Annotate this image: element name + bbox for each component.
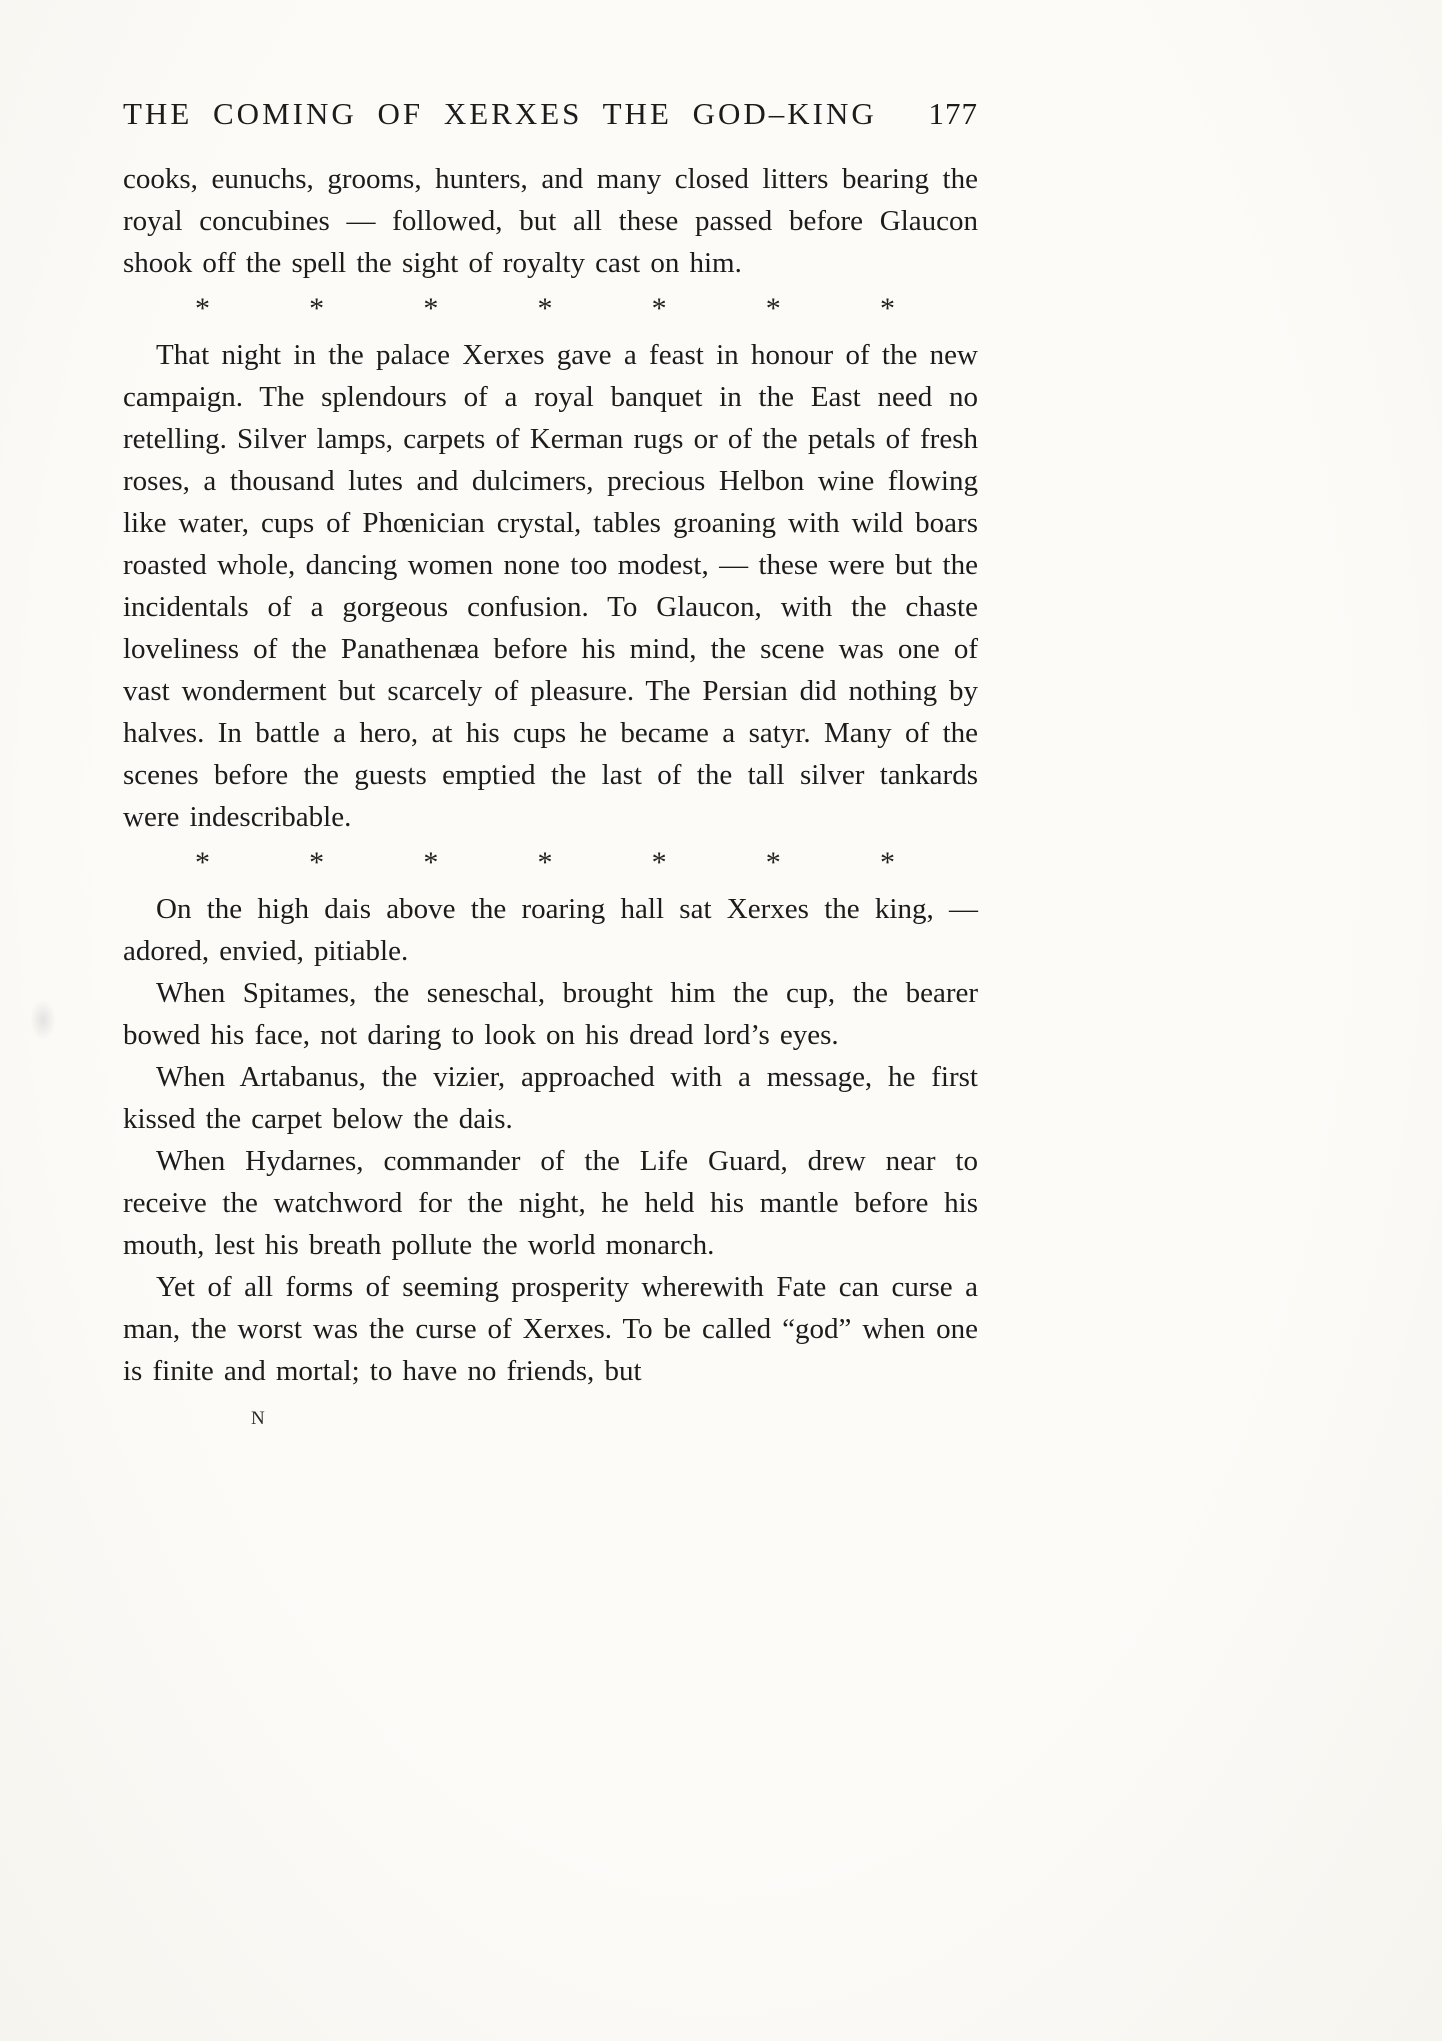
asterisk: * (765, 846, 781, 879)
body-paragraph: When Artabanus, the vizier, approached with a message, he first kissed the carpet below the dais. (123, 1061, 978, 1135)
body-paragraph: On the high dais above the roaring hall sat Xerxes the king, — adored, envied, pitiable. (123, 893, 978, 967)
asterisk: * (309, 292, 325, 325)
signature-mark: N (251, 1408, 266, 1429)
asterisk: * (309, 846, 325, 879)
asterisk: * (423, 846, 439, 879)
body-paragraph: Yet of all forms of seeming prosperity wherewith Fate can curse a man, the worst was the curse of Xerxes. To be called “god” when one is finite and mortal; to have no friends, but (123, 1271, 978, 1387)
section-separator (195, 286, 895, 332)
body-paragraph: When Hydarnes, commander of the Life Guard, drew near to receive the watchword for the night, he held his mantle before his mouth, lest his breath pollute the world monarch. (123, 1145, 978, 1261)
asterisk: * (195, 292, 210, 325)
asterisk: * (765, 292, 781, 325)
scan-smudge (30, 1000, 56, 1040)
asterisk: * (879, 846, 895, 879)
page-number: 177 (928, 96, 978, 131)
body-paragraph: cooks, eunuchs, grooms, hunters, and many closed litters bearing the royal concubines — followed, but all these passed before Glaucon shook off the spell the sight of royalty cast on him. (123, 163, 978, 279)
body-paragraph: That night in the palace Xerxes gave a feast in honour of the new campaign. The splendours of a royal banquet in the East need no retelling. Silver lamps, carpets of Kerman rugs or of the petals of fresh roses, a thousand lutes and dulcimers, precious Helbon wine flowing like water, cups of Phœnician crystal, tables groaning with wild boars roasted whole, dancing women none too modest, — these were but the incidentals of a gorgeous confusion. To Glaucon, with the chaste loveliness of the Panathenæa before his mind, the scene was one of vast wonderment but scarcely of pleasure. The Persian did nothing by halves. In battle a hero, at his cups he became a satyr. Many of the scenes before the guests emptied the last of the tall silver tankards were indescribable. (123, 339, 978, 833)
asterisk: * (651, 292, 667, 325)
body-paragraph: When Spitames, the seneschal, brought him the cup, the bearer bowed his face, not daring to look on his dread lord’s eyes. (123, 977, 978, 1051)
running-head (123, 96, 978, 132)
asterisk: * (537, 846, 553, 879)
asterisk: * (651, 846, 667, 879)
running-head-title: THE COMING OF XERXES THE GOD–KING (123, 96, 877, 131)
asterisk: * (423, 292, 439, 325)
asterisk: * (879, 292, 895, 325)
asterisk: * (537, 292, 553, 325)
asterisk: * (195, 846, 210, 879)
section-separator (195, 840, 895, 886)
